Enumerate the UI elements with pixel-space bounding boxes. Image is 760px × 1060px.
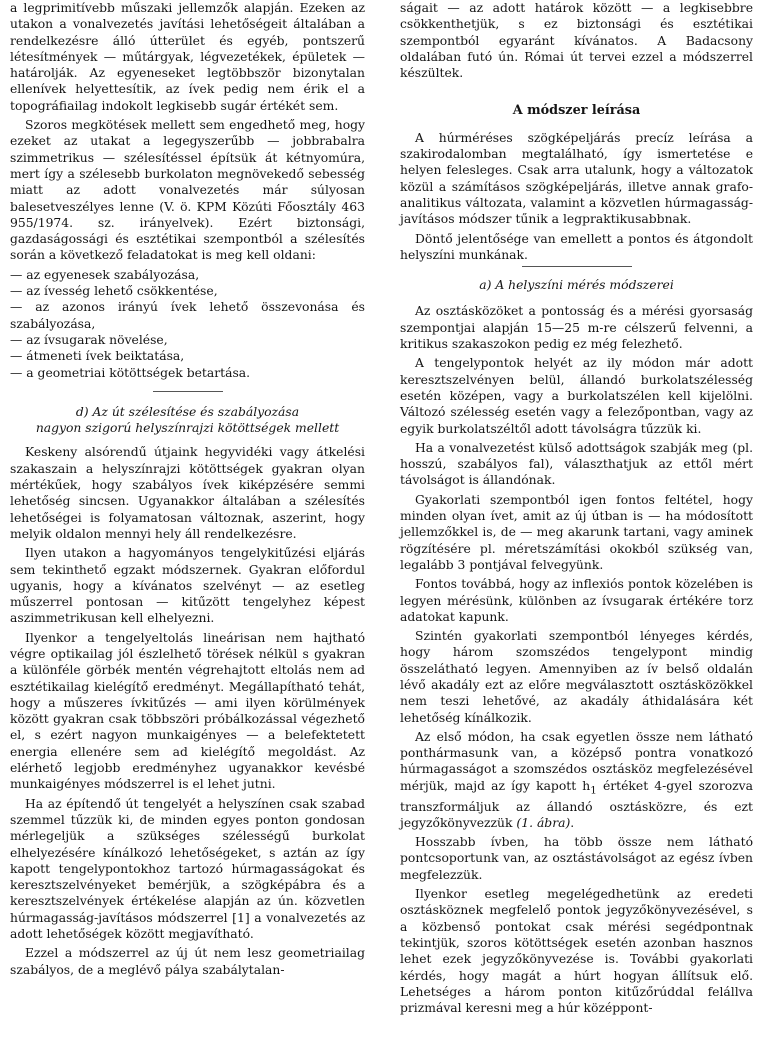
paragraph: Döntő jelentősége van emellett a pontos és átgondolt helyszíni munkának.	[400, 231, 753, 262]
section-subheading: a) A helyszíni mérés módszerei	[479, 278, 674, 293]
list-item: — a geometriai kötöttségek betartása.	[10, 365, 251, 380]
section-divider	[153, 391, 223, 392]
text-run: értéket 4-gyel szorozva transzformáljuk az állandó osztásközre, és ezt jegyzőkönyvezzük	[400, 778, 754, 830]
paragraph: Szoros megkötések mellett sem engedhető meg, hogy ezeket az utakat a legegyszerűbb — jobbrabalra szimmetrikus — szélesítéssel építsük át kétnyomúra, mert így a szélesebb burkolaton megnövekedő sebesség miatt az adott vonalvezetés már súlyosan balesetveszélyes lenne (V. ö. KPM Közúti Főosztály 463 955/1974. sz. irányelvek). Ezért biztonsági, gazdaságossági és esztétikai szempontból a szélesítés során a következő feladatokat is meg kell oldani:	[10, 118, 365, 263]
paragraph: Ha az építendő út tengelyét a helyszínen csak szabad szemmel tűzzük ki, de minden egyes ponton gondosan mérlegeljük a szükséges szélességű burkolat elhelyezésére kínálkozó lehetőségeket, s aztán az így kapott tengelypontokhoz tartozó húrmagasságokat és keresztszelvényeket bemérjük, a szögképábra és a keresztszelvények értékelése alapján az ún. közvetlen húrmagasság-javításos módszerrel [1] a vonalvezetés az adott lehetőségek között megjavítható.	[10, 796, 365, 942]
paragraph: Az osztásközöket a pontosság és a mérési gyorsaság szempontjai alapján 15—25 m-re célszerű felvenni, a kritikus szakaszokon pedig ez még felezhető.	[400, 304, 753, 352]
list-item: — az ívsugarak növelése,	[10, 332, 168, 347]
paragraph: Fontos továbbá, hogy az inflexiós pontok közelében is legyen mérésünk, különben az ívsugarak értékére torz adatokat kapunk.	[400, 577, 753, 624]
subscript: 1	[590, 784, 597, 797]
subtitle-line-2: nagyon szigorú helyszínrajzi kötöttségek mellett	[35, 421, 340, 436]
paragraph: a legprimitívebb műszaki jellemzők alapján. Ezeken az utakon a vonalvezetés javítási lehetőségeit általában a rendelkezésre álló útterület és egyéb, pontszerű létesítmények — műtárgyak, légvezetékek, épületek — határolják. Az egyeneseket legtöbbször bizonytalan ellenívek helyettesítik, az ívek pedig nem érik el a topográfiailag indokolt legkisebb sugár értékét sem.	[10, 1, 365, 113]
text-run: .	[570, 815, 575, 830]
section-heading: A módszer leírása	[512, 103, 641, 119]
list-item: — az azonos irányú ívek lehető összevonása és szabályozása,	[10, 300, 365, 331]
list-item: — az ívesség lehető csökkentése,	[10, 284, 218, 299]
paragraph: Gyakorlati szempontból igen fontos feltétel, hogy minden olyan ívet, amit az új útban is — ha módosított jellemzőkkel is, de — meg akarunk tartani, vagy aminek rögzítésére pl. méretszámítási okokból szükség van, legalább 3 pontjával felvegyünk.	[400, 492, 753, 572]
paragraph: A tengelypontok helyét az ily módon már adott keresztszelvényen belül, állandó burkolatszélesség esetén középen, vagy a burkolatszélen kell kijelölni. Változó szélesség esetén vagy a felezőpontban, vagy az egyik burkolatszéltől adott távolságra tűzzük ki.	[400, 356, 753, 436]
paragraph: Ha a vonalvezetést külső adottságok szabják meg (pl. hosszú, szabályos fal), választhatjuk az ettől mért távolságot is állandónak.	[400, 440, 753, 488]
section-subtitle	[10, 404, 365, 437]
paragraph: ságait — az adott határok között — a legkisebbre csökkenthetjük, s ez biztonsági és esztétikai szempontból egyaránt kívánatos. A Badacsony oldalában futó ún. Római út tervei ezzel a módszerrel készültek.	[400, 1, 753, 81]
subtitle-line-1: d) Az út szélesítése és szabályozása	[75, 404, 300, 419]
right-column	[400, 0, 753, 1019]
task-list	[10, 267, 365, 381]
paragraph: Hosszabb ívben, ha több össze nem látható pontcsoportunk van, az osztástávolságot az egész ívben megfelezzük.	[400, 835, 753, 882]
paragraph: Szintén gyakorlati szempontból lényeges kérdés, hogy három szomszédos tengelypont mindig összelátható legyen. Amennyiben az ív belső oldalán lévő akadály ezt az előre megválasztott osztásközökkel nem teszi lehetővé, az akadály áthidalására két lehetőség kínálkozik.	[400, 629, 753, 725]
list-item: — átmeneti ívek beiktatása,	[10, 349, 185, 364]
paragraph: Ilyen utakon a hagyományos tengelykitűzési eljárás sem tekinthető egzakt módszernek. Gyakran előfordul ugyanis, hogy a kívánatos szelvényt — az esetleg műszerrel pontosan — kitűzött tengelyhez képest aszimmetrikusan kell elhelyezni.	[10, 546, 365, 626]
paragraph: Ilyenkor esetleg megelégedhetünk az eredeti osztásköznek megfelelő pontok jegyzőkönyvezésével, s a közbenső pontokat csak mérési segédpontnak tekintjük, szoros kötöttségek esetén azonban hasznos lehet ezek jegyzőkönyvezése is. További gyakorlati kérdés, hogy magát a húrt hogyan állítsuk elő. Lehetséges a három ponton kitűzőrúddal felállva prizmával keresni meg a húr középpont-	[400, 887, 753, 1016]
paragraph: A húrméréses szögképeljárás precíz leírása a szakirodalomban megtalálható, így ismertetése e helyen felesleges. Csak arra utalunk, hogy a változatok közül a számításos szögképeljárás, illetve annak grafo-analitikus változata, valamint a közvetlen húrmagasság-javításos módszer tűnik a legpraktikusabbnak.	[400, 130, 753, 227]
list-item: — az egyenesek szabályozása,	[10, 267, 200, 282]
section-divider	[522, 266, 632, 267]
left-column	[10, 0, 365, 981]
paragraph: Keskeny alsórendű útjaink hegyvidéki vagy átkelési szakaszain a helyszínrajzi kötöttségek gyakran olyan mértékűek, hogy szabályos ívek kiképzésére semmi lehetőség sincsen. Ugyanakkor általában a szélesítés lehetőségei is folyamatosan változnak, aszerint, hogy melyik oldalon mennyi hely áll rendelkezésre.	[10, 445, 365, 541]
paragraph	[400, 729, 753, 831]
paragraph: Ilyenkor a tengelyeltolás lineárisan nem hajtható végre optikailag jól észlelhető törések nélkül s gyakran a különféle görbék mentén végrehajtott eltolás nem ad esztétikailag kielégítő eredményt. Megállapítható tehát, hogy a műszeres ívkitűzés — ami ilyen körülmények között gyakran csak többszöri próbálkozással végezhető el, s ezért nagyon munkaigényes — a belefektetett energia ellenére sem ad kielégítő megoldást. Az elérhető legjobb eredményhez ugyanakkor kevésbé munkaigényes módszerrel is el lehet jutni.	[10, 630, 365, 792]
paragraph: Ezzel a módszerrel az új út nem lesz geometriailag szabályos, de a meglévő pálya szabálytalan-	[10, 946, 365, 977]
figure-reference: (1. ábra)	[516, 815, 571, 830]
text-run: Az első módon, ha csak egyetlen össze nem látható ponthármasunk van, a középső pontra vonatkozó húrmagasságot a szomszédos osztásköz megfelezésével mérjük, majd az így kapott h	[400, 729, 753, 793]
